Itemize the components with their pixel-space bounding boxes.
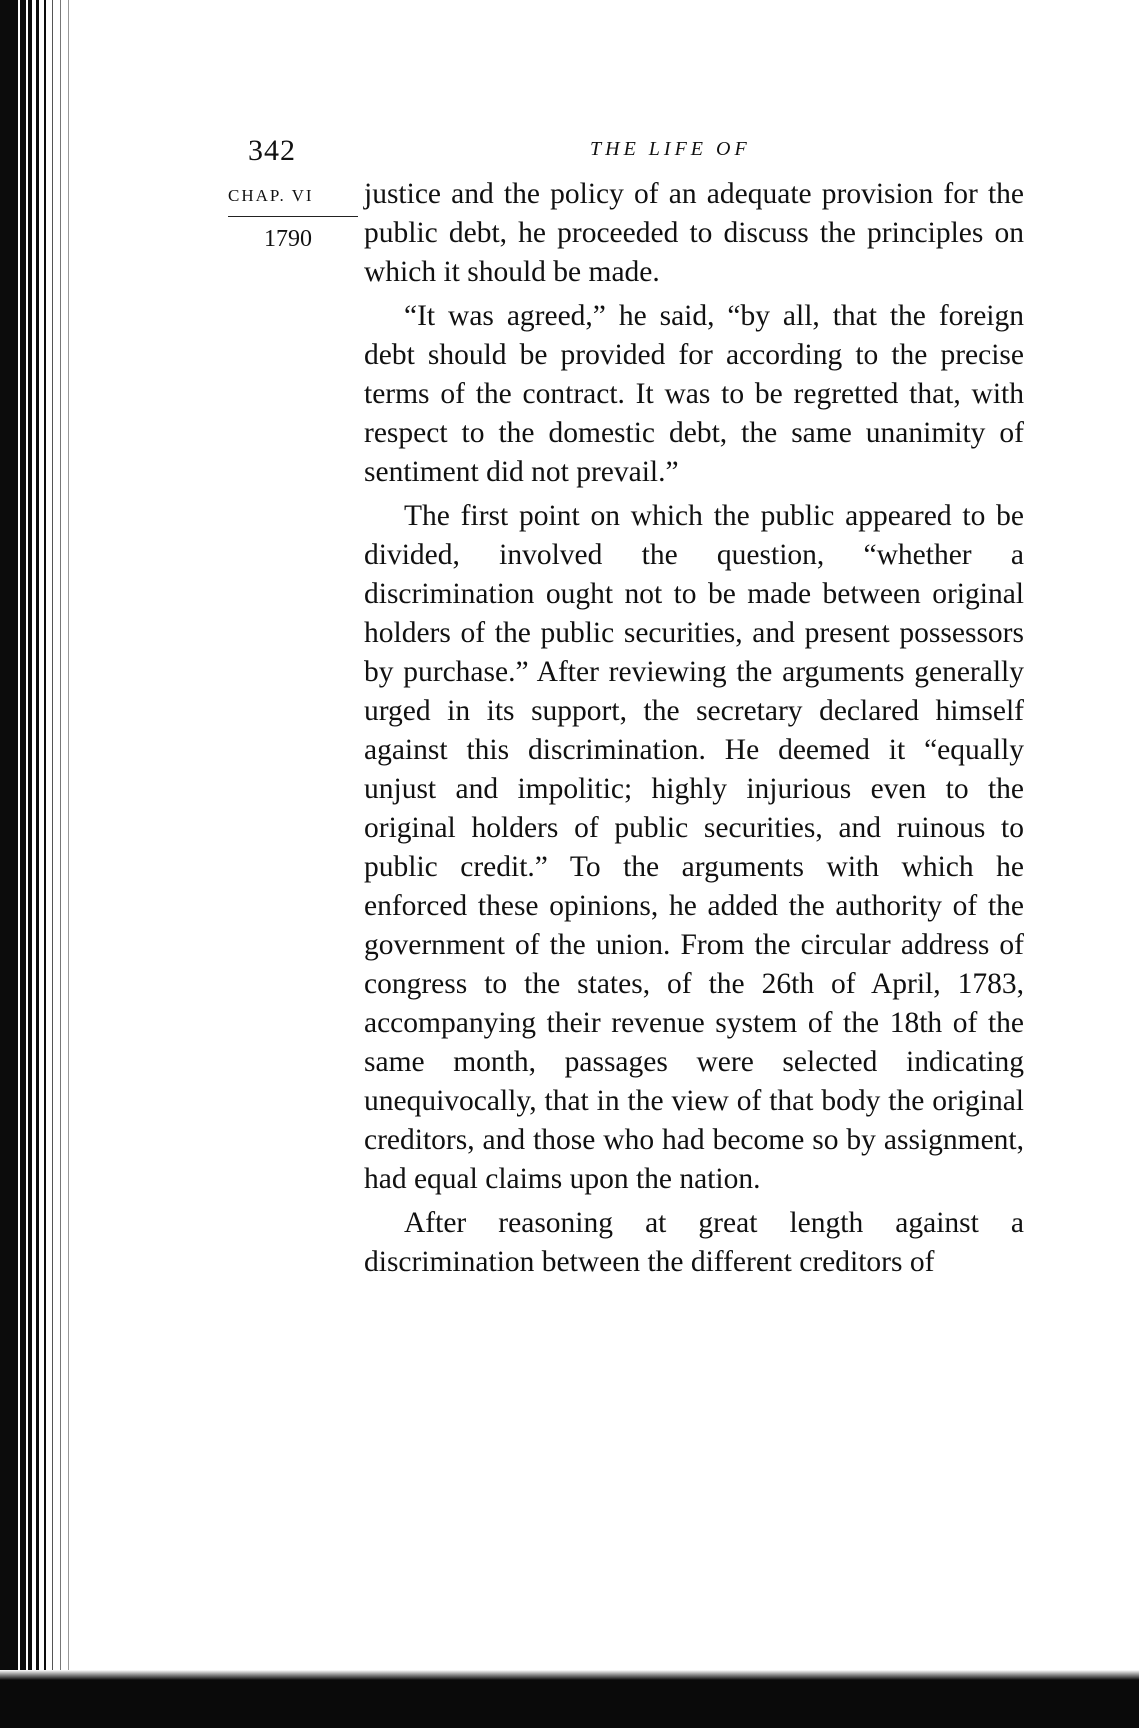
paragraph: “It was agreed,” he said, “by all, that the foreign debt should be provided for according to the precise terms of the contract. It was to be regretted that, with respect to the domestic debt, the same unanimity of sentiment did not prevail.”: [364, 300, 1024, 488]
page-bottom-edge: [0, 1680, 1139, 1728]
page-number: 342: [248, 134, 296, 167]
paragraph: After reasoning at great length against a discrimination between the different creditors of: [364, 1207, 1024, 1278]
margin-rule: [228, 216, 358, 217]
margin-chapter-label: CHAP. VI: [228, 186, 314, 205]
margin-year: 1790: [264, 226, 312, 252]
running-head: THE LIFE OF: [590, 138, 751, 160]
body-text: [364, 175, 1024, 1282]
paragraph: justice and the policy of an adequate provision for the public debt, he proceeded to discuss the principles on which it should be made.: [364, 178, 1024, 288]
page-bottom-shadow: [0, 1670, 1139, 1680]
paragraph: The first point on which the public appeared to be divided, involved the question, “whether a discrimination ought not to be made between original holders of the public securities, and present possessors by purchase.” After reviewing the arguments generally urged in its support, the secretary declared himself against this discrimination. He deemed it “equally unjust and impolitic; highly injurious even to the original holders of public securities, and ruinous to public credit.” To the arguments with which he enforced these opinions, he added the authority of the government of the union. From the circular address of congress to the states, of the 26th of April, 1783, accompanying their revenue system of the 18th of the same month, passages were selected indicating unequivocally, that in the view of that body the original creditors, and those who had become so by assignment, had equal claims upon the nation.: [364, 500, 1024, 1195]
book-binding-shadow: [0, 0, 80, 1728]
